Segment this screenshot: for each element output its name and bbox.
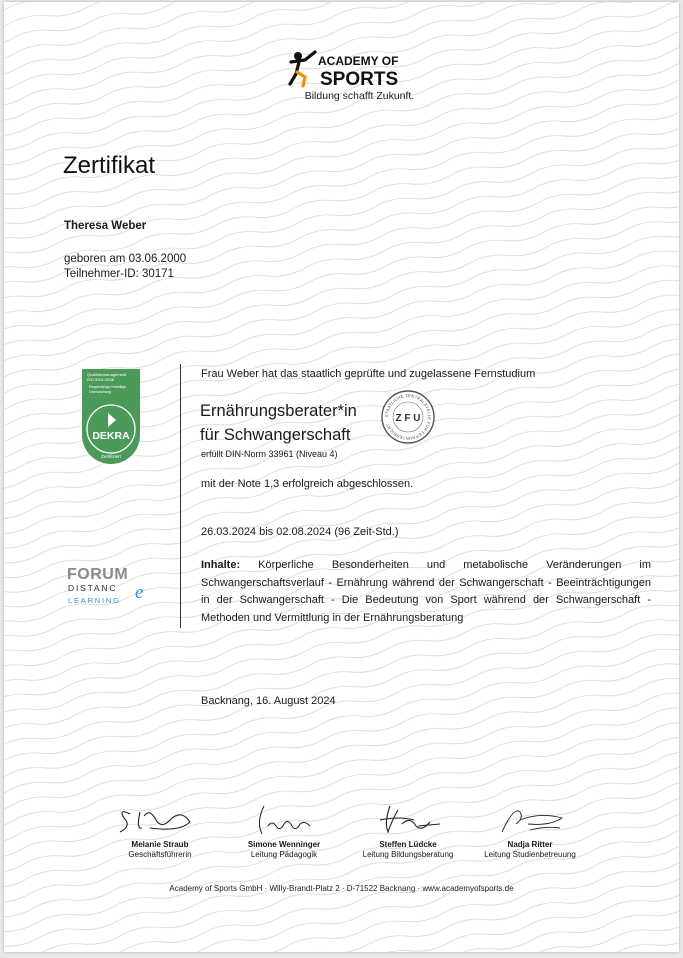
svg-text:Überwachung: Überwachung bbox=[89, 390, 112, 394]
footer-address: Academy of Sports GmbH · Willy-Brandt-Platz 2 · D-71522 Backnang · www.academyofsports.de bbox=[169, 884, 514, 893]
signature-block-3 bbox=[343, 802, 473, 859]
svg-text:ISO 9001:2008: ISO 9001:2008 bbox=[87, 377, 114, 382]
forum-distance-learning-logo bbox=[64, 563, 164, 611]
signer-name: Melanie Straub bbox=[131, 840, 189, 849]
intro-text: Frau Weber hat das staatlich geprüfte und zugelassene Fernstudium bbox=[201, 368, 536, 380]
contents-label: Inhalte: bbox=[201, 559, 241, 571]
page-title: Zertifikat bbox=[63, 152, 156, 179]
svg-text:Regelmäßige freiwillige: Regelmäßige freiwillige bbox=[89, 385, 127, 389]
dekra-seal bbox=[80, 369, 142, 467]
vertical-divider bbox=[180, 364, 181, 628]
signature-block-4 bbox=[465, 802, 595, 859]
logo-line2: SPORTS bbox=[320, 69, 399, 90]
signature-block-1 bbox=[95, 802, 225, 859]
course-period: 26.03.2024 bis 02.08.2024 (96 Zeit-Std.) bbox=[201, 526, 399, 538]
logo-tagline: Bildung schafft Zukunft. bbox=[304, 90, 415, 102]
contents-text: Körperliche Besonderheiten und metabolische Veränderungen im Schwangerschaftsverlauf - Ernährung während der Schwangerschaft - Beeinträchtigungen in der Schwangerschaft - Die Bedeutung von Sport während der Schwangerschaft - Methoden und Vermittlung in der Ernährungsberatung bbox=[201, 559, 651, 624]
place-date: Backnang, 16. August 2024 bbox=[201, 695, 336, 707]
course-title-line1: Ernährungsberater*in bbox=[200, 402, 357, 420]
signer-role: Leitung Bildungsberatung bbox=[362, 850, 454, 859]
grade-text: mit der Note 1,3 erfolgreich abgeschlossen. bbox=[201, 478, 414, 490]
svg-text:FORUM: FORUM bbox=[67, 566, 129, 583]
certificate-page bbox=[4, 2, 679, 952]
signature-1 bbox=[110, 802, 210, 838]
signature-4 bbox=[480, 802, 580, 838]
svg-text:STAATLICHE ZENTRALSTELLE FÜR F: STAATLICHE ZENTRALSTELLE FÜR FERNUNTERRICHT bbox=[383, 392, 433, 442]
signer-role: Geschäftsführerin bbox=[128, 850, 192, 859]
participant-name: Theresa Weber bbox=[64, 220, 147, 232]
signature-3 bbox=[358, 802, 458, 838]
svg-text:LEARNING: LEARNING bbox=[68, 596, 121, 605]
signer-name: Nadja Ritter bbox=[507, 840, 553, 849]
signer-role: Leitung Studienbetreuung bbox=[484, 850, 576, 859]
svg-text:DEKRA: DEKRA bbox=[92, 430, 130, 442]
svg-text:Zertifiziert: Zertifiziert bbox=[101, 454, 121, 459]
zfu-seal bbox=[380, 389, 436, 445]
course-contents bbox=[201, 557, 651, 627]
svg-text:DISTANC: DISTANC bbox=[68, 583, 118, 593]
svg-text:Z F U: Z F U bbox=[395, 413, 421, 424]
svg-text:Qualitätsmanagement: Qualitätsmanagement bbox=[87, 372, 127, 377]
signer-name: Steffen Lüdcke bbox=[379, 840, 437, 849]
signer-name: Simone Wenninger bbox=[247, 840, 321, 849]
signer-role: Leitung Pädagogik bbox=[250, 850, 318, 859]
sports-figure-icon bbox=[287, 50, 407, 90]
course-title-line2: für Schwangerschaft bbox=[200, 426, 351, 444]
signature-block-2 bbox=[219, 802, 349, 859]
logo-line1: ACADEMY OF bbox=[318, 54, 399, 68]
din-norm: erfüllt DIN-Norm 33961 (Niveau 4) bbox=[201, 449, 338, 459]
participant-id: Teilnehmer-ID: 30171 bbox=[64, 268, 174, 280]
svg-text:e: e bbox=[135, 582, 144, 603]
signature-2 bbox=[234, 802, 334, 838]
birth-date: geboren am 03.06.2000 bbox=[64, 253, 187, 265]
